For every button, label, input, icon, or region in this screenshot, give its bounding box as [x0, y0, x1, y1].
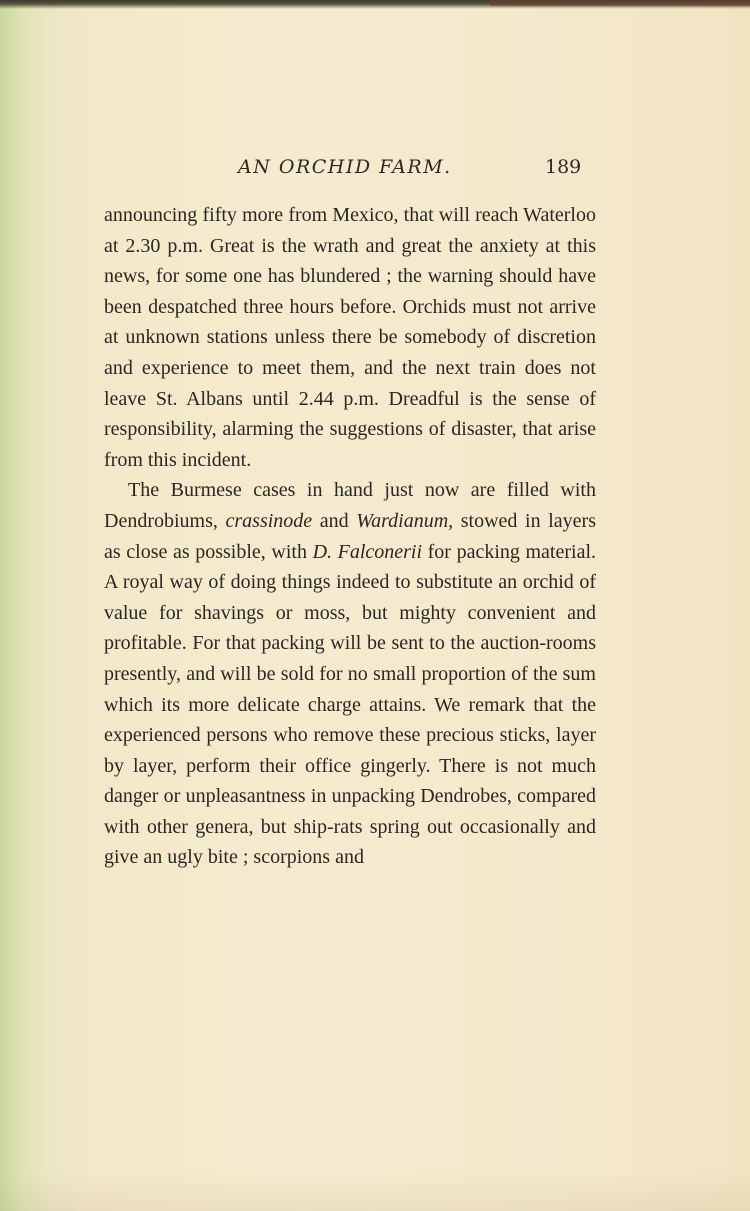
- italic-species-name: D. Falconerii: [312, 540, 423, 563]
- running-head: [0, 156, 750, 186]
- text-run: The Burmese cases in hand just now are filled with Dendrobiums,: [104, 479, 596, 532]
- text-run: stowed in layers as close as possible, with: [104, 509, 596, 563]
- italic-species-name: Wardianum,: [356, 509, 454, 532]
- page-number: 189: [545, 156, 582, 178]
- cover-edge: [490, 0, 750, 6]
- paragraph: announcing fifty more from Mexico, that will reach Waterloo at 2.30 p.m. Great is the wrath and great the anxiety at this news, for some one has blundered ; the warning should have been despatched three hours before. Orchids must not arrive at unknown stations unless there be somebody of discretion and experience to meet them, and the next train does not leave St. Albans until 2.44 p.m. Dreadful is the sense of responsibility, alarming the suggestions of disaster, that arise from this incident.: [104, 204, 596, 471]
- italic-species-name: crassinode: [225, 509, 313, 532]
- body-text: [104, 200, 596, 873]
- running-title: AN ORCHID FARM.: [238, 156, 452, 178]
- page-bottom-shade: [0, 1171, 750, 1211]
- text-run: and: [312, 509, 357, 532]
- paragraph: [104, 475, 596, 873]
- text-run: for packing material. A royal way of doing things indeed to substitute an orchid of value for shavings or moss, but mighty convenient and profitable. For that packing will be sent to the auction-rooms presently, and will be sold for no small proportion of the sum which its more delicate charge attains. We remark that the experienced persons who remove these precious sticks, layer by layer, perform their office gingerly. There is not much danger or unpleasantness in unpacking Dendrobes, compared with other genera, but ship-rats spring out occasionally and give an ugly bite ; scorpions and: [104, 540, 597, 869]
